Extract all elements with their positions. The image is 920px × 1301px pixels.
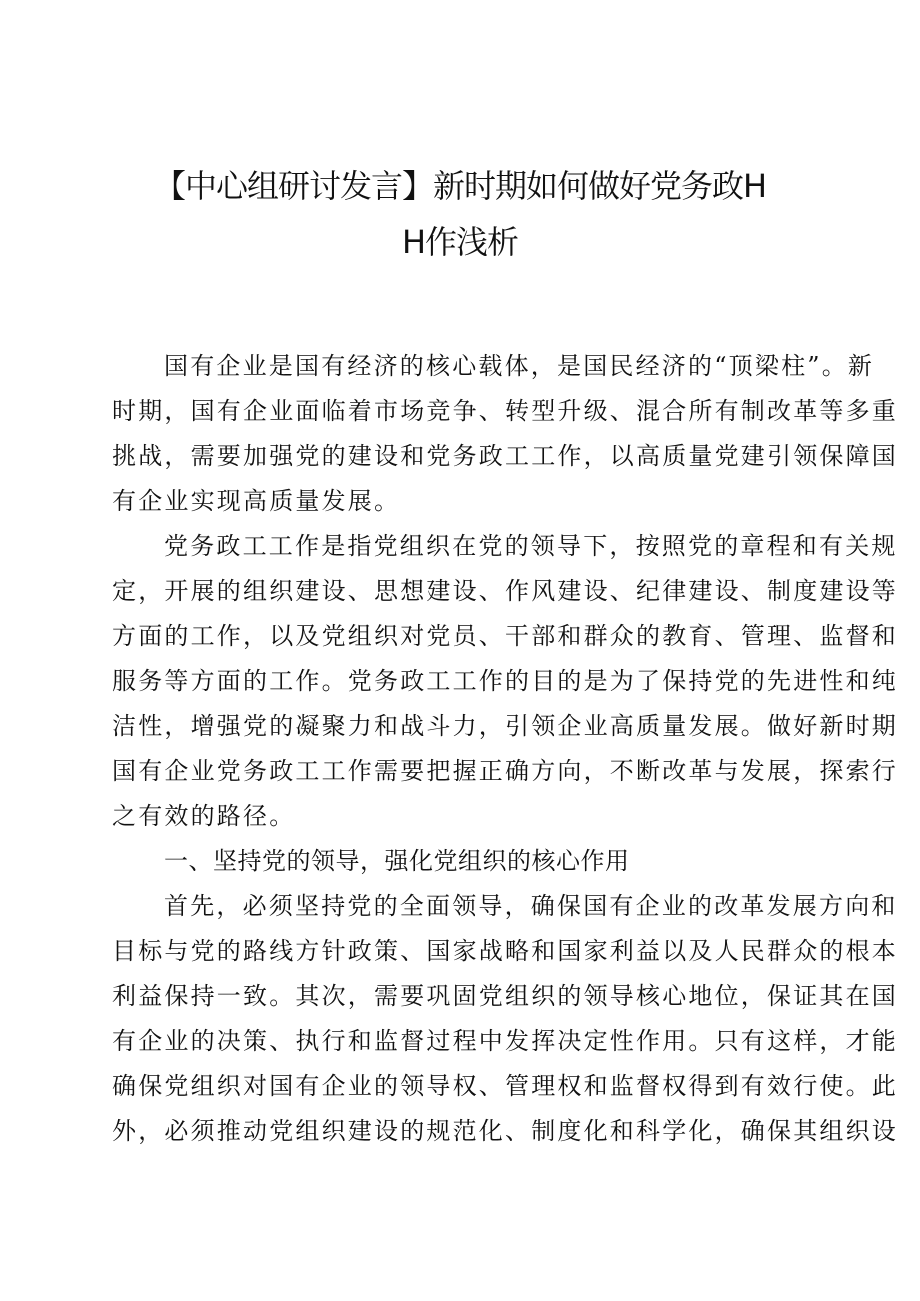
text-line: 有企业的决策、执行和监督过程中发挥决定性作用。只有这样，才能	[112, 1027, 898, 1055]
text-line: 时期，国有企业面临着市场竞争、转型升级、混合所有制改革等多重	[112, 397, 898, 425]
text-line: 党务政工工作是指党组织在党的领导下，按照党的章程和有关规	[164, 532, 898, 560]
text-line: 目标与党的路线方针政策、国家战略和国家利益以及人民群众的根本	[112, 937, 898, 965]
text-line: 首先，必须坚持党的全面领导，确保国有企业的改革发展方向和	[164, 892, 898, 920]
text-line: 之有效的路径。	[112, 802, 296, 830]
text-line: 方面的工作，以及党组织对党员、干部和群众的教育、管理、监督和	[112, 622, 898, 650]
text-line: 外，必须推动党组织建设的规范化、制度化和科学化，确保其组织设	[112, 1117, 898, 1145]
paragraph-intro	[112, 344, 898, 524]
section-heading-1: 一、坚持党的领导，强化党组织的核心作用	[164, 847, 630, 875]
document-body	[112, 344, 898, 1154]
text-line: 服务等方面的工作。党务政工工作的目的是为了保持党的先进性和纯	[112, 667, 898, 695]
text-line: 国有企业是国有经济的核心载体，是国民经济的“顶梁柱”。新	[164, 352, 875, 380]
text-line: 挑战，需要加强党的建设和党务政工工作，以高质量党建引领保障国	[112, 442, 898, 470]
text-line: 有企业实现高质量发展。	[112, 487, 401, 515]
text-line: 洁性，增强党的凝聚力和战斗力，引领企业高质量发展。做好新时期	[112, 712, 898, 740]
text-line: 确保党组织对国有企业的领导权、管理权和监督权得到有效行使。此	[112, 1072, 898, 1100]
title-line: 【中心组研讨发言】新时期如何做好党务政H	[153, 167, 767, 205]
text-line: 定，开展的组织建设、思想建设、作风建设、纪律建设、制度建设等	[112, 577, 898, 605]
text-line: 利益保持一致。其次，需要巩固党组织的领导核心地位，保证其在国	[112, 982, 898, 1010]
title-line: H作浅析	[401, 223, 519, 261]
document-title	[110, 158, 810, 270]
paragraph-section-1	[112, 884, 898, 1154]
text-line: 国有企业党务政工工作需要把握正确方向，不断改革与发展，探索行	[112, 757, 898, 785]
paragraph-definition	[112, 524, 898, 839]
